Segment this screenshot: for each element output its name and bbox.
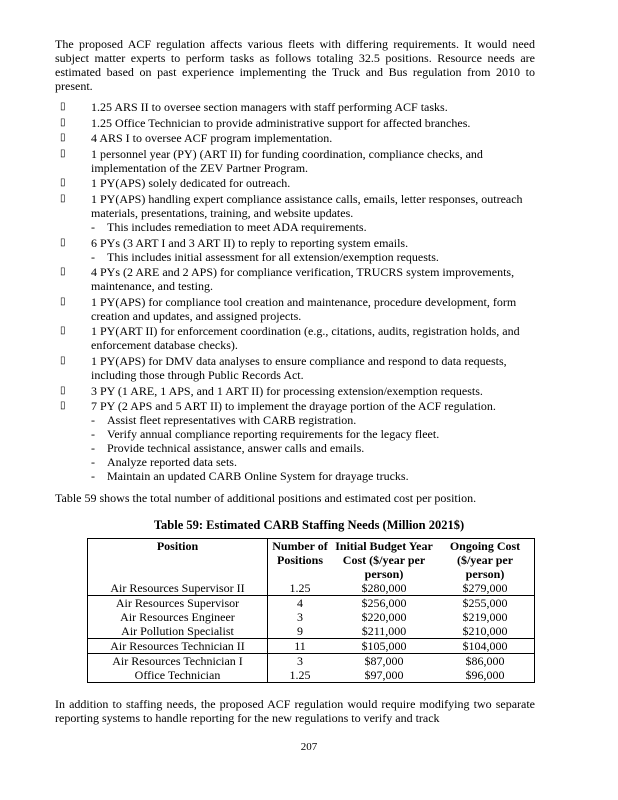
- table-row: [88, 654, 535, 669]
- cell-position: Air Resources Technician II: [88, 639, 268, 654]
- intro-paragraph: The proposed ACF regulation affects various fleets with differing requirements. It would need subject matter experts to perform tasks as follows totaling 32.5 positions. Resource needs are estimated based on past experience implementing the Truck and Bus regulation from 2010 to present.: [55, 37, 535, 93]
- staffing-table: [87, 538, 535, 683]
- list-item-text: 1 PY(APS) handling expert compliance assistance calls, emails, letter responses, outreach materials, presentations, training, and website updates.: [91, 191, 523, 220]
- list-item-text: 3 PY (1 ARE, 1 APS, and 1 ART II) for processing extension/exemption requests.: [91, 383, 483, 398]
- cell-ongoing-cost: $219,000: [462, 610, 508, 624]
- list-item: [60, 384, 536, 398]
- list-item-text: 1 PY(APS) for DMV data analyses to ensure compliance and respond to data requests, including those through Public Records Act.: [91, 353, 507, 382]
- bullet-box-icon: ▯: [60, 132, 66, 144]
- bullet-box-icon: ▯: [60, 266, 66, 278]
- header-number: Number of Positions: [272, 539, 328, 567]
- sub-list-item: - This includes remediation to meet ADA requirements.: [91, 220, 536, 234]
- list-item-text: 1 personnel year (PY) (ART II) for funding coordination, compliance checks, and implementation of the ZEV Partner Program.: [91, 146, 483, 175]
- sub-list-item: - This includes initial assessment for all extension/exemption requests.: [91, 250, 536, 264]
- bullet-box-icon: ▯: [60, 295, 66, 307]
- cell-position: Air Resources Engineer: [88, 610, 268, 624]
- list-item-text: 1 PY(ART II) for enforcement coordination (e.g., citations, audits, registration holds, and enforcement database checks).: [91, 324, 520, 353]
- task-list: [60, 100, 536, 485]
- bullet-box-icon: ▯: [60, 325, 66, 337]
- list-item: [60, 354, 536, 382]
- sub-list-item: - Verify annual compliance reporting requirements for the legacy fleet.: [91, 427, 536, 441]
- list-item: [60, 295, 536, 323]
- sub-list-item: - Maintain an updated CARB Online System for drayage trucks.: [91, 469, 536, 483]
- cell-position: Air Pollution Specialist: [88, 624, 268, 639]
- list-item: [60, 265, 536, 293]
- cell-number: 9: [268, 624, 333, 639]
- cell-position: Air Resources Technician I: [88, 654, 268, 669]
- bullet-box-icon: ▯: [60, 192, 66, 204]
- cell-number: 1.25: [268, 581, 333, 596]
- page-number: 207: [300, 741, 318, 753]
- table-row: [88, 596, 535, 611]
- list-item-text: 1 PY(APS) solely dedicated for outreach.: [91, 176, 291, 191]
- cell-number: 1.25: [289, 668, 311, 682]
- cell-number: 3: [297, 654, 303, 668]
- cell-number: 4: [297, 596, 303, 610]
- sub-list-item: - Provide technical assistance, answer calls and emails.: [91, 441, 536, 455]
- cell-number: 3: [297, 610, 303, 624]
- cell-ongoing-cost: $86,000: [465, 654, 505, 668]
- list-item: [60, 236, 536, 264]
- cell-initial-cost: $87,000: [364, 654, 404, 668]
- list-item: [60, 192, 536, 234]
- cell-initial-cost: $280,000: [332, 581, 436, 596]
- bullet-box-icon: ▯: [60, 384, 66, 396]
- bullet-box-icon: ▯: [60, 354, 66, 366]
- sub-list-item: - Analyze reported data sets.: [91, 455, 536, 469]
- cell-ongoing-cost: $210,000: [436, 624, 535, 639]
- table-caption: Table 59: Estimated CARB Staffing Needs (Million 2021$): [153, 518, 465, 532]
- cell-ongoing-cost: $279,000: [436, 581, 535, 596]
- cell-position: Air Resources Supervisor II: [88, 581, 268, 596]
- list-item-text: 1 PY(APS) for compliance tool creation and maintenance, procedure development, form creation and updates, and assigned projects.: [91, 294, 517, 323]
- table-row: [88, 668, 535, 683]
- header-position: Position: [88, 539, 268, 582]
- cell-initial-cost: $105,000: [332, 639, 436, 654]
- table-row: [88, 610, 535, 624]
- list-item-text: 1.25 ARS II to oversee section managers with staff performing ACF tasks.: [91, 100, 448, 114]
- bullet-box-icon: ▯: [60, 400, 66, 412]
- header-ongoing-cost: Ongoing Cost ($/year per person): [449, 539, 521, 581]
- list-item-text: 4 ARS I to oversee ACF program implementation.: [91, 131, 333, 146]
- list-item-text: 6 PYs (3 ART I and 3 ART II) to reply to reporting system emails.: [91, 235, 409, 250]
- list-item-text: 4 PYs (2 ARE and 2 APS) for compliance verification, TRUCRS system improvements, maintenance, and testing.: [91, 265, 515, 294]
- list-item-text: 1.25 Office Technician to provide administrative support for affected branches.: [91, 115, 471, 130]
- cell-position: Office Technician: [88, 668, 268, 683]
- bullet-box-icon: ▯: [60, 147, 66, 159]
- list-item: [60, 176, 536, 190]
- cell-ongoing-cost: $96,000: [465, 668, 505, 682]
- sub-list-item: - Assist fleet representatives with CARB registration.: [91, 413, 536, 427]
- cell-initial-cost: $220,000: [361, 610, 407, 624]
- table-row: [88, 581, 535, 596]
- bullet-box-icon: ▯: [60, 236, 66, 248]
- cell-initial-cost: $256,000: [361, 596, 407, 610]
- list-item: [60, 147, 536, 175]
- bullet-box-icon: ▯: [60, 101, 66, 112]
- table-row: [88, 624, 535, 639]
- list-item: [60, 399, 536, 483]
- header-initial-cost: Initial Budget Year Cost ($/year per person): [335, 539, 433, 581]
- list-item: [60, 100, 536, 114]
- table-row: [88, 639, 535, 654]
- list-item: [60, 116, 536, 130]
- cell-ongoing-cost: $104,000: [436, 639, 535, 654]
- cell-initial-cost: $211,000: [332, 624, 436, 639]
- cell-initial-cost: $97,000: [364, 668, 404, 682]
- list-item: [60, 324, 536, 352]
- cell-ongoing-cost: $255,000: [462, 596, 508, 610]
- table-intro: Table 59 shows the total number of additional positions and estimated cost per position.: [55, 491, 477, 505]
- closing-paragraph: In addition to staffing needs, the proposed ACF regulation would require modifying two separate reporting systems to handle reporting for the new regulations to verify and track: [55, 697, 535, 725]
- bullet-box-icon: ▯: [60, 177, 66, 189]
- list-item-text: 7 PY (2 APS and 5 ART II) to implement the drayage portion of the ACF regulation.: [91, 399, 496, 414]
- cell-number: 11: [268, 639, 333, 654]
- bullet-box-icon: ▯: [60, 116, 66, 128]
- cell-position: Air Resources Supervisor: [88, 596, 268, 611]
- list-item: [60, 131, 536, 145]
